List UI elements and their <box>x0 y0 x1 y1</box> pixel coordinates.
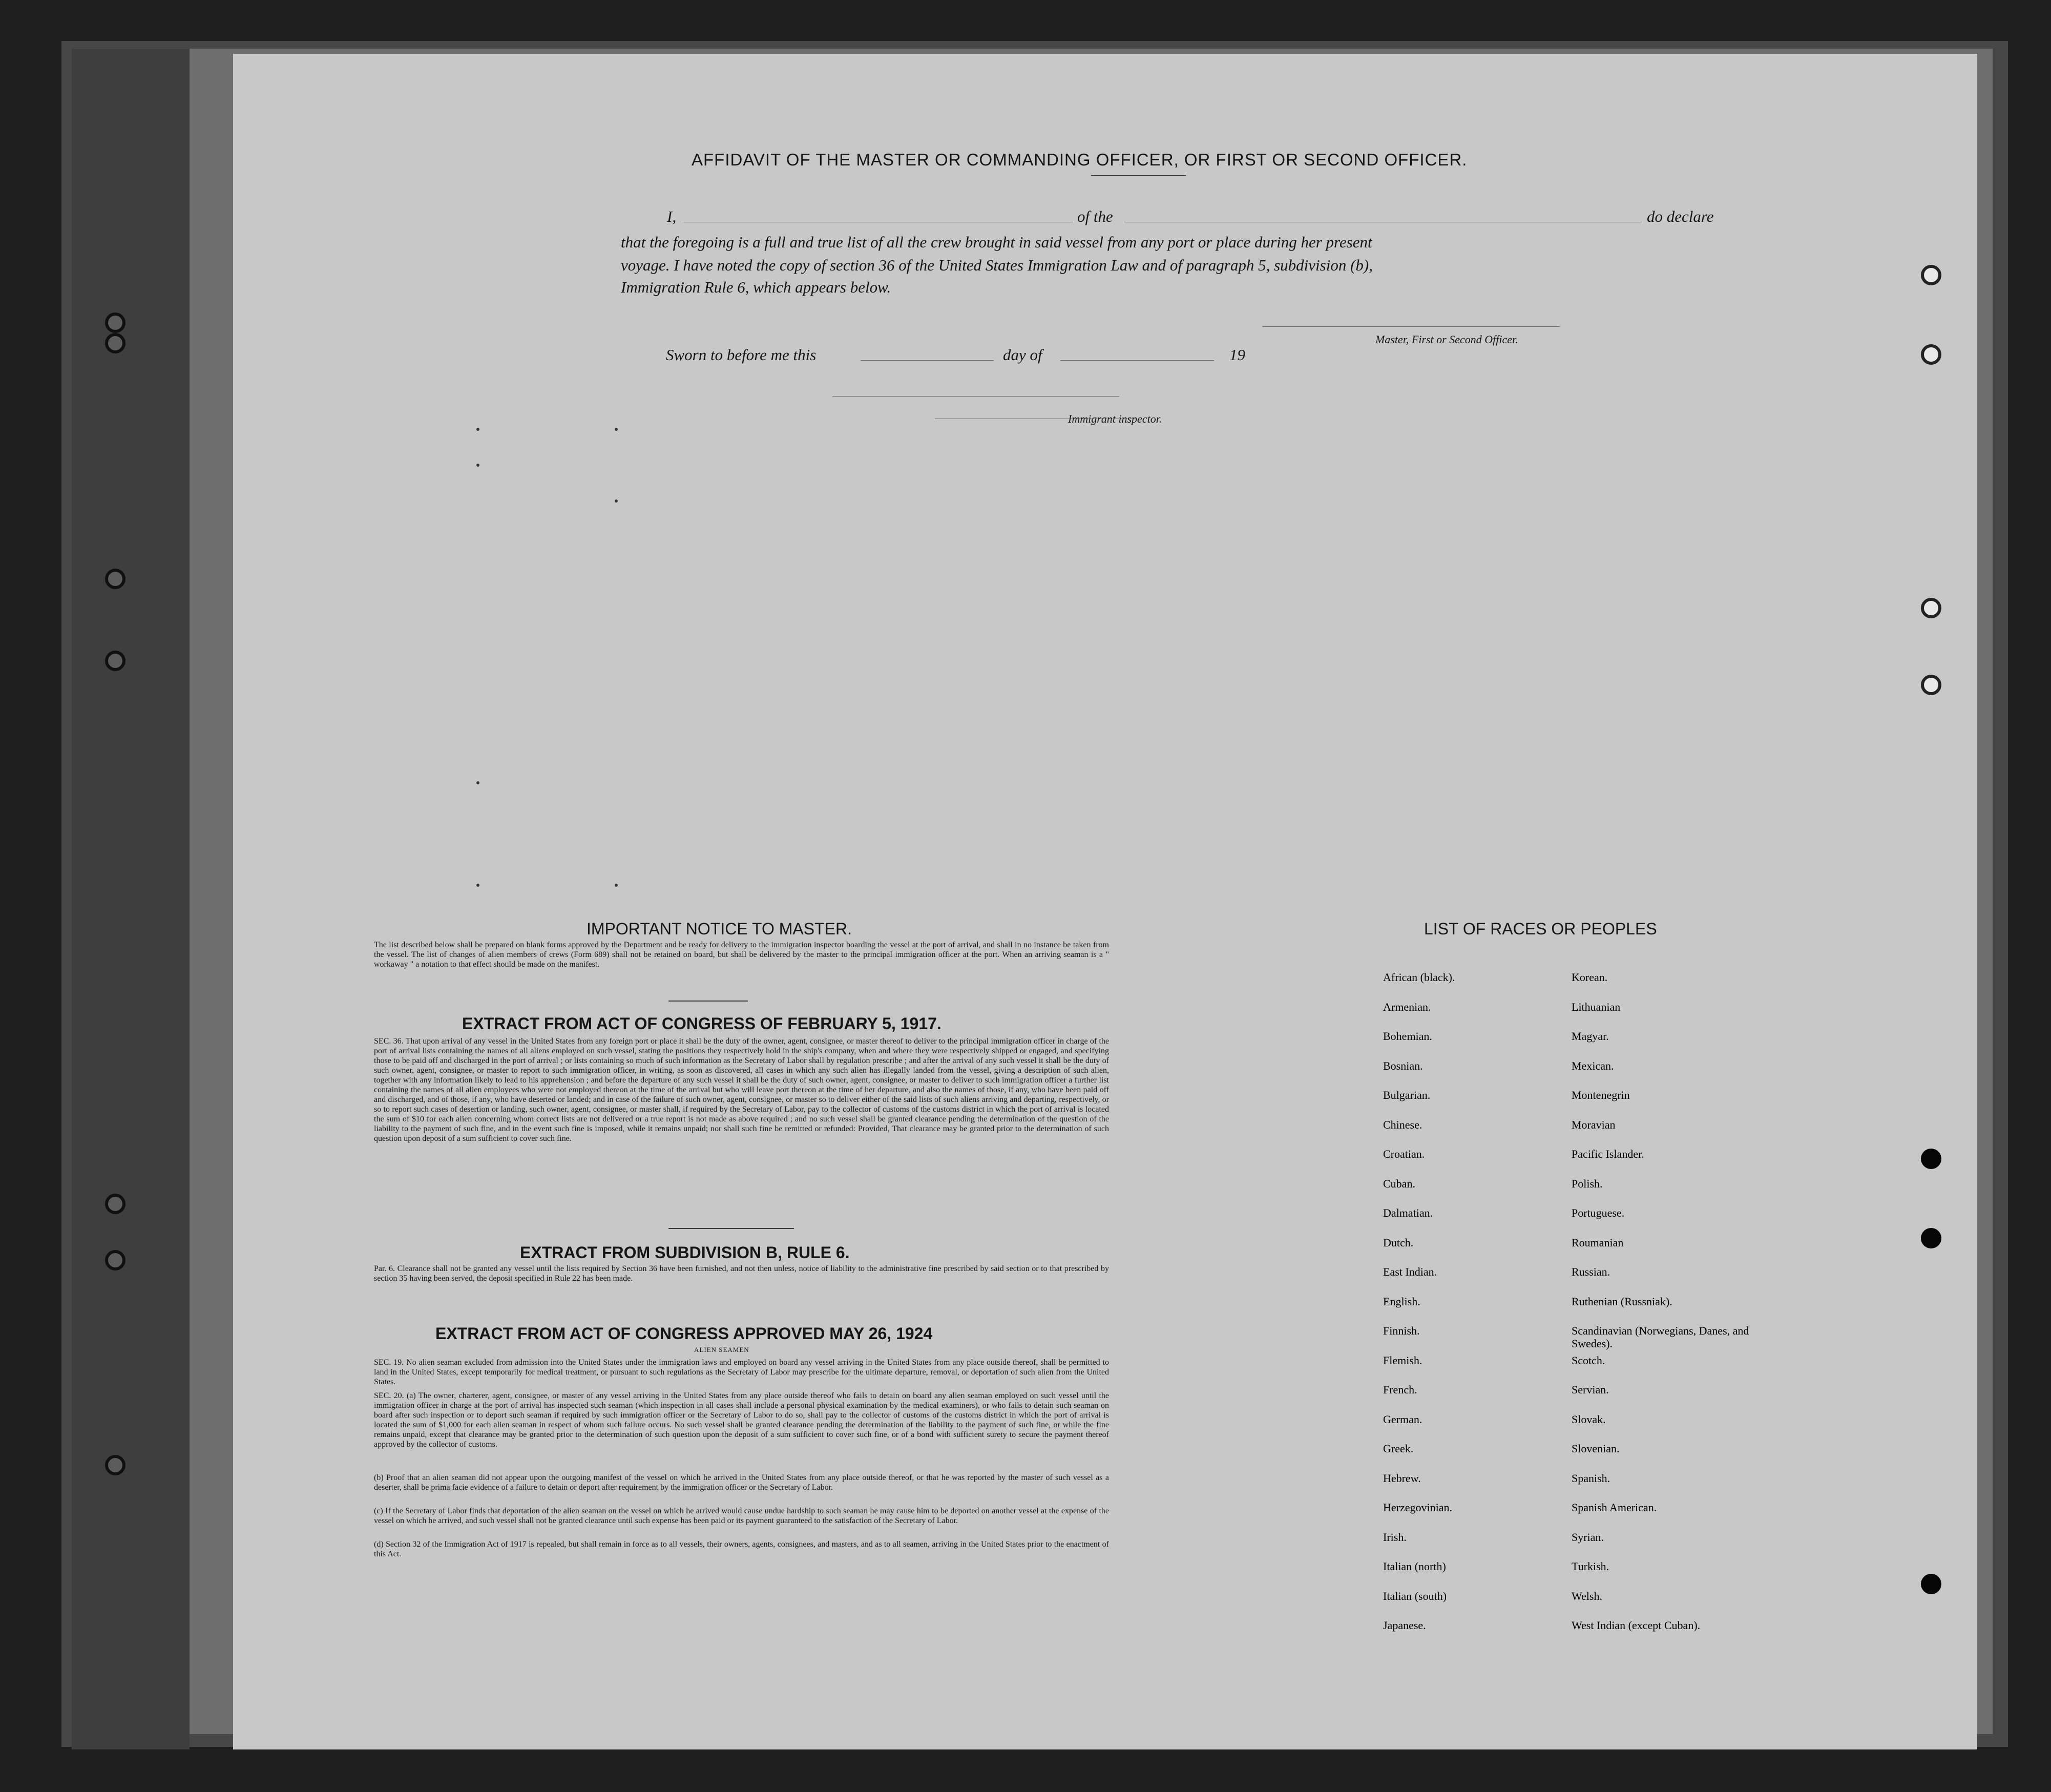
race-item: Greek. <box>1383 1442 1414 1455</box>
binding-spine <box>72 49 190 1749</box>
mark <box>615 884 618 887</box>
race-item: Lithuanian <box>1572 1000 1621 1013</box>
affidavit-i: I, <box>667 207 677 225</box>
notice-title: IMPORTANT NOTICE TO MASTER. <box>587 920 852 938</box>
race-item: Armenian. <box>1383 1000 1431 1013</box>
binding-hole-icon <box>105 1455 125 1475</box>
extract-1924-subtitle: ALIEN SEAMEN <box>694 1346 749 1353</box>
day-label: day of <box>1003 346 1042 364</box>
sec-20d-text: (d) Section 32 of the Immigration Act of 1917 is repealed, but shall remain in force as to all vessels, their owners, agents, consignees, and masters, and as to all seamen, arriving in the United States prior to the enactment of this Act. <box>374 1540 1109 1558</box>
extract-rule <box>668 1228 794 1229</box>
race-item: Flemish. <box>1383 1353 1422 1367</box>
race-item: Hebrew. <box>1383 1471 1421 1485</box>
affidavit-line-2: that the foregoing is a full and true list of all the crew brought in said vessel from any port or place during her present <box>621 233 1372 251</box>
affidavit-of-the: of the <box>1077 207 1113 225</box>
race-item: Syrian. <box>1572 1530 1604 1544</box>
punch-hole-icon <box>1921 1574 1941 1594</box>
race-item: Spanish American. <box>1572 1501 1657 1514</box>
affidavit-declare: do declare <box>1647 207 1714 225</box>
mark <box>615 499 618 503</box>
mark <box>615 428 618 431</box>
race-item: Finnish. <box>1383 1324 1420 1337</box>
affidavit-line-4: Immigration Rule 6, which appears below. <box>621 278 891 296</box>
sec-20c-text: (c) If the Secretary of Labor finds that deportation of the alien seaman on the vessel on which he arrived would cause undue hardship to such seaman he may cause him to be deported on another vessel at the expense of the vessel on which he arrived, and such vessel shall not be granted clearance until such expense has been paid or its payment guaranteed to the satisfaction of the Secretary of Labor. <box>374 1507 1109 1525</box>
sworn-month-line <box>1060 360 1214 361</box>
inspector-line-top <box>832 396 1119 397</box>
race-item: Ruthenian (Russniak). <box>1572 1295 1672 1308</box>
races-title: LIST OF RACES OR PEOPLES <box>1424 920 1657 938</box>
punch-hole-icon <box>1921 1149 1941 1169</box>
race-item: Roumanian <box>1572 1236 1624 1249</box>
binding-hole-icon <box>105 569 125 589</box>
race-item: Servian. <box>1572 1383 1609 1396</box>
race-item: West Indian (except Cuban). <box>1572 1619 1701 1632</box>
race-item: Welsh. <box>1572 1589 1602 1602</box>
binding-hole-icon <box>105 1194 125 1214</box>
race-item: Dutch. <box>1383 1236 1414 1249</box>
notice-text: The list described below shall be prepared on blank forms approved by the Department and be ready for delivery to the immigration inspector boarding the vessel at the port of arrival, and shall in no instance be taken from the vessel. The list of changes of alien members of crews (Form 689) shall not be retained on board, but shall be delivered by the master to the principal immigration officer at the port. When an arriving seaman is a " workaway " a notation to that effect should be made on the manifest. <box>374 941 1109 969</box>
mark <box>476 428 479 431</box>
sworn-label: Sworn to before me this <box>666 346 817 364</box>
binding-hole-icon <box>105 651 125 671</box>
subdivision-title: EXTRACT FROM SUBDIVISION B, RULE 6. <box>520 1243 850 1262</box>
sworn-day-line <box>861 360 994 361</box>
race-item: Japanese. <box>1383 1619 1426 1632</box>
extract-1917-text: SEC. 36. That upon arrival of any vessel in the United States from any foreign port or place it shall be the duty of the owner, agent, consignee, or master thereof to deliver to the principal immigration officer in charge of the port of arrival lists containing the names of all aliens employed on such vessel, stating the positions they respectively hold in the ship's company, when and where they were respectively shipped or engaged, and specifying those to be paid off and discharged in the port of arrival ; or lists containing so much of such information as the Secretary of Labor shall by regulation prescribe ; and after the arrival of any such vessel it shall be the duty of such owner, agent, consignee, or master to report to such immigration officer, in writing, as soon as discovered, all cases in which any such alien has illegally landed from the vessel, giving a description of such alien, together with any information likely to lead to his apprehension ; and before the departure of any such vessel it shall be the duty of such owner, agent, consignee, or master to deliver to such immigration officer a further list containing the names of all alien employees who were not employed thereon at the time of the arrival but who will leave port thereon at the time of her departure, and also the names of those, if any, who have been paid off and discharged, and of those, if any, who have deserted or landed; and in case of the failure of such owner, agent, consignee, or master so to deliver either of the said lists of such aliens arriving and departing, respectively, or so to report such cases of desertion or landing, such owner, agent, consignee, or master shall, if required by the Secretary of Labor, pay to the collector of customs of the customs district in which the port of arrival is located the sum of $10 for each alien concerning whom correct lists are not delivered or a true report is not made as above required ; and no such vessel shall be granted clearance pending the determination of the question of the liability to the payment of such fine, and in the event such fine is imposed, while it remains unpaid; nor shall such fine be remitted or refunded: Provided, That clearance may be granted prior to the determination of such question upon deposit of a sum sufficient to cover such fine. <box>374 1037 1109 1143</box>
binding-hole-icon <box>105 1250 125 1270</box>
punch-hole-icon <box>1921 344 1941 365</box>
year-label: 19 <box>1229 346 1245 364</box>
sec-20a-text: SEC. 20. (a) The owner, charterer, agent, consignee, or master of any vessel arriving in the United States from any place outside thereof who fails to detain on board any alien seaman employed on such vessel until the immigration officer in charge at the port of arrival has inspected such seaman (which inspection in all cases shall include a personal physical examination by the medical examiners), or who fails to detain such seaman on board after such inspection or to deport such seaman if required by such immigration officer or the Secretary of Labor to do so, shall pay to the collector of customs of the customs district in which the port of arrival is located the sum of $1,000 for each alien seaman in respect of whom such failure occurs. No such vessel shall be granted clearance pending the determination of the liability to the payment of such fine, or while the fine remains unpaid, except that clearance may be granted prior to the determination of such question upon the deposit of a sum sufficient to cover such fine, or of a bond with sufficient surety to secure the payment thereof approved by the collector of customs. <box>374 1391 1109 1449</box>
race-item: Herzegovinian. <box>1383 1501 1452 1514</box>
mark <box>476 884 479 887</box>
subdivision-text: Par. 6. Clearance shall not be granted any vessel until the lists required by Section 36 have been furnished, and not then unless, notice of liability to the administrative fine prescribed by said section or to that prescribed by section 35 having been served, the deposit specified in Rule 22 has been made. <box>374 1264 1109 1283</box>
extract-1917-title: EXTRACT FROM ACT OF CONGRESS OF FEBRUARY 5, 1917. <box>462 1014 941 1033</box>
race-item: Cuban. <box>1383 1177 1415 1190</box>
race-item: Italian (south) <box>1383 1589 1447 1602</box>
race-item: Bohemian. <box>1383 1030 1432 1043</box>
race-item: Portuguese. <box>1572 1206 1625 1219</box>
race-item: Irish. <box>1383 1530 1407 1544</box>
race-item: Chinese. <box>1383 1118 1422 1131</box>
signature-label: Master, First or Second Officer. <box>1375 333 1518 346</box>
race-item: Magyar. <box>1572 1030 1609 1043</box>
punch-hole-icon <box>1921 675 1941 695</box>
signature-line <box>1263 326 1560 327</box>
race-item: African (black). <box>1383 971 1455 984</box>
affidavit-line-3: voyage. I have noted the copy of section 36 of the United States Immigration Law and of paragraph 5, subdivision (b), <box>621 256 1373 274</box>
race-item: Turkish. <box>1572 1560 1609 1573</box>
sec-19-text: SEC. 19. No alien seaman excluded from admission into the United States under the immigration laws and employed on board any vessel arriving in the United States from any place outside thereof, shall be permitted to land in the United States, except temporarily for medical treatment, or pursuant to such regulations as the Secretary of Labor may prescribe for the ultimate departure, removal, or deportation of such alien from the United States. <box>374 1358 1109 1386</box>
race-item: Bulgarian. <box>1383 1089 1431 1101</box>
race-item: Scandinavian (Norwegians, Danes, and Swedes). <box>1572 1324 1749 1350</box>
binding-hole-icon <box>105 333 125 353</box>
race-item: German. <box>1383 1412 1422 1426</box>
notice-rule <box>668 1001 748 1002</box>
race-item: English. <box>1383 1295 1420 1308</box>
race-item: Bosnian. <box>1383 1059 1423 1072</box>
inspector-label: Immigrant inspector. <box>1068 412 1162 425</box>
race-item: Italian (north) <box>1383 1560 1446 1573</box>
race-item: Korean. <box>1572 971 1608 984</box>
race-item: Dalmatian. <box>1383 1206 1433 1219</box>
race-item: Slovenian. <box>1572 1442 1620 1455</box>
manifest-page <box>233 54 1977 1749</box>
race-item: East Indian. <box>1383 1265 1437 1278</box>
race-item: French. <box>1383 1383 1417 1396</box>
race-item: Spanish. <box>1572 1471 1610 1485</box>
mark <box>476 781 479 784</box>
race-item: Montenegrin <box>1572 1089 1630 1101</box>
binding-hole-icon <box>105 312 125 333</box>
mark <box>476 464 479 467</box>
race-item: Russian. <box>1572 1265 1610 1278</box>
race-item: Mexican. <box>1572 1059 1614 1072</box>
race-item: Slovak. <box>1572 1412 1606 1426</box>
race-item: Polish. <box>1572 1177 1603 1190</box>
punch-hole-icon <box>1921 598 1941 618</box>
extract-1924-title: EXTRACT FROM ACT OF CONGRESS APPROVED MAY 26, 1924 <box>435 1324 933 1343</box>
punch-hole-icon <box>1921 265 1941 285</box>
race-item: Scotch. <box>1572 1353 1605 1367</box>
title-rule <box>1091 175 1186 176</box>
race-item: Moravian <box>1572 1118 1616 1131</box>
race-item: Croatian. <box>1383 1148 1425 1160</box>
sec-20b-text: (b) Proof that an alien seaman did not appear upon the outgoing manifest of the vessel on which he arrived in the United States from any place outside thereof, or that he was reported by the master of such vessel as a deserter, shall be prima facie evidence of a failure to detain or deport after requirement by the immigration officer or the Secretary of Labor. <box>374 1473 1109 1492</box>
affidavit-title: AFFIDAVIT OF THE MASTER OR COMMANDING OFFICER, OR FIRST OR SECOND OFFICER. <box>692 150 1468 169</box>
race-item: Pacific Islander. <box>1572 1148 1644 1160</box>
punch-hole-icon <box>1921 1228 1941 1248</box>
